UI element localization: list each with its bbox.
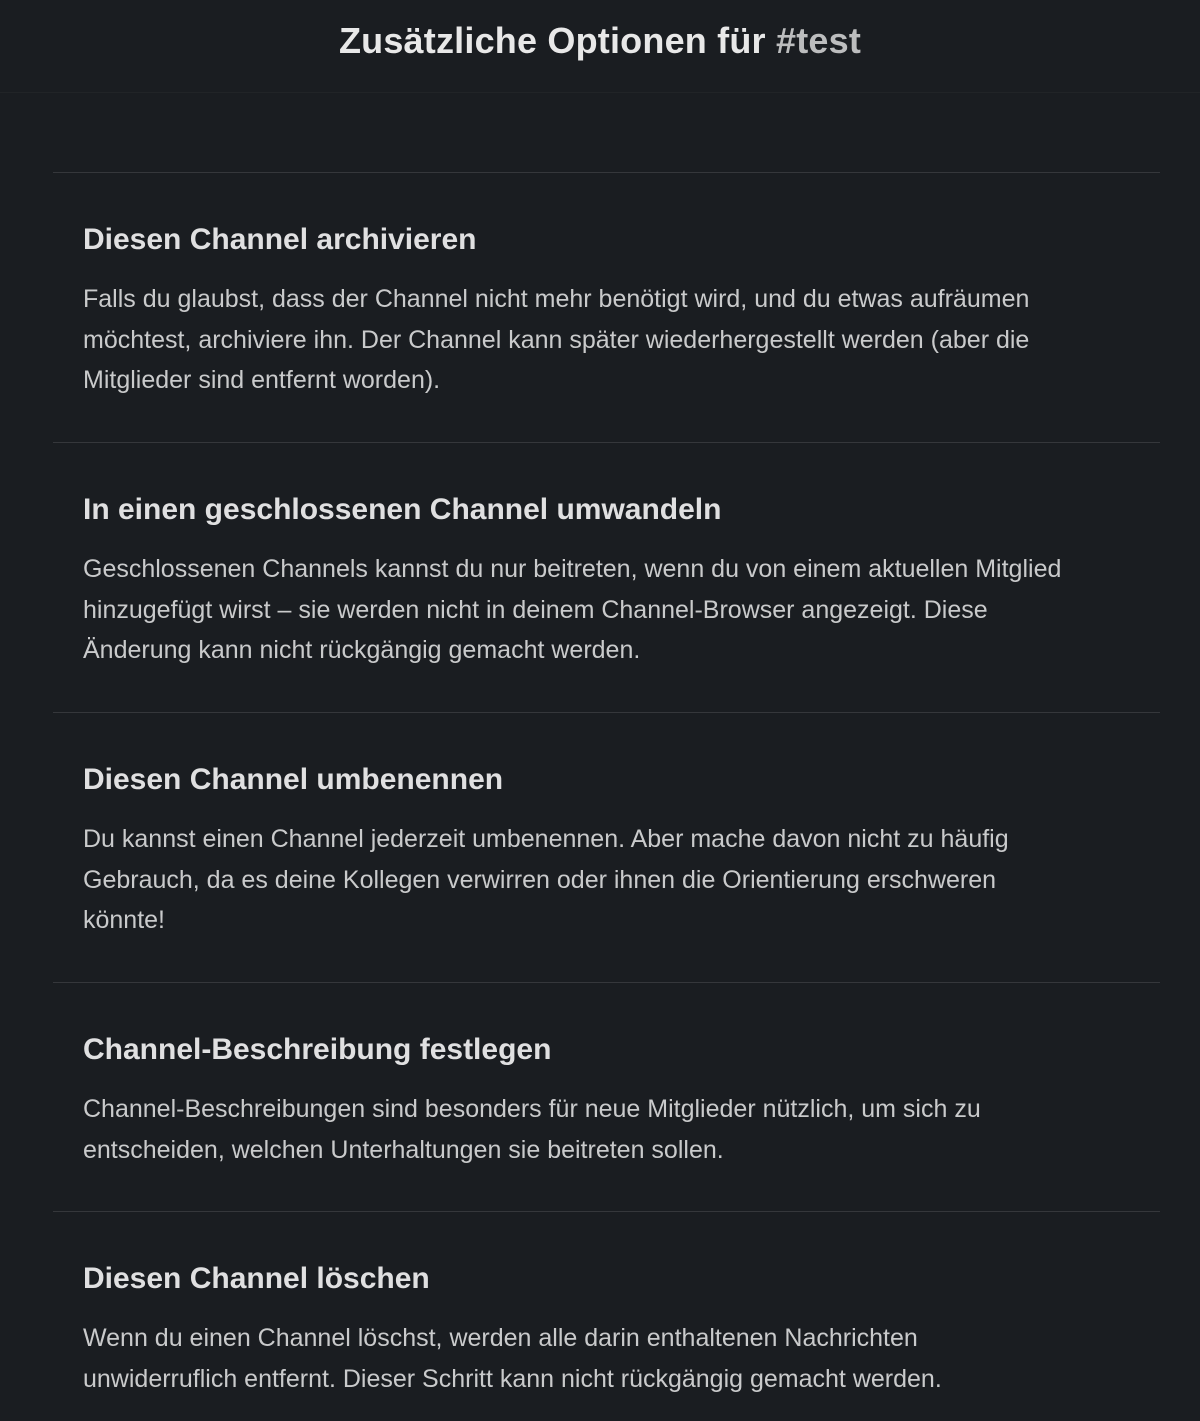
channel-name: #test — [775, 20, 862, 61]
option-title: Channel-Beschreibung festlegen — [83, 1033, 552, 1066]
modal-title — [339, 20, 861, 62]
option-title: Diesen Channel umbenennen — [83, 763, 504, 796]
option-title: Diesen Channel archivieren — [83, 223, 477, 256]
option-description: Channel-Beschreibungen sind besonders für neue Mitglieder nützlich, um sich zu entscheiden, welchen Unterhaltungen sie beitreten sollen. — [83, 1095, 981, 1164]
option-description: Du kannst einen Channel jederzeit umbenennen. Aber mache davon nicht zu häufig Gebrauch, da es deine Kollegen verwirren oder ihnen die Orientierung erschweren könnte! — [83, 825, 1009, 934]
option-set-description[interactable] — [53, 982, 1160, 1211]
modal-title-text: Zusätzliche Optionen für — [338, 20, 766, 61]
option-description: Falls du glaubst, dass der Channel nicht mehr benötigt wird, und du etwas aufräumen möchtest, archiviere ihn. Der Channel kann später wiederhergestellt werden (aber die Mitglieder sind entfernt worden). — [83, 285, 1030, 394]
modal-header — [0, 0, 1200, 92]
option-description: Wenn du einen Channel löschst, werden alle darin enthaltenen Nachrichten unwiderruflich entfernt. Dieser Schritt kann nicht rückgängig gemacht werden. — [83, 1324, 942, 1393]
option-delete-channel[interactable] — [53, 1211, 1160, 1401]
options-list — [0, 92, 1200, 1401]
option-archive-channel[interactable] — [53, 172, 1160, 442]
option-title: In einen geschlossenen Channel umwandeln — [83, 493, 722, 526]
option-description: Geschlossenen Channels kannst du nur beitreten, wenn du von einem aktuellen Mitglied hinzugefügt wirst – sie werden nicht in deinem Channel-Browser angezeigt. Diese Änderung kann nicht rückgängig gemacht werden. — [83, 555, 1062, 664]
option-rename-channel[interactable] — [53, 712, 1160, 982]
option-title: Diesen Channel löschen — [83, 1262, 430, 1295]
option-convert-to-private[interactable] — [53, 442, 1160, 712]
